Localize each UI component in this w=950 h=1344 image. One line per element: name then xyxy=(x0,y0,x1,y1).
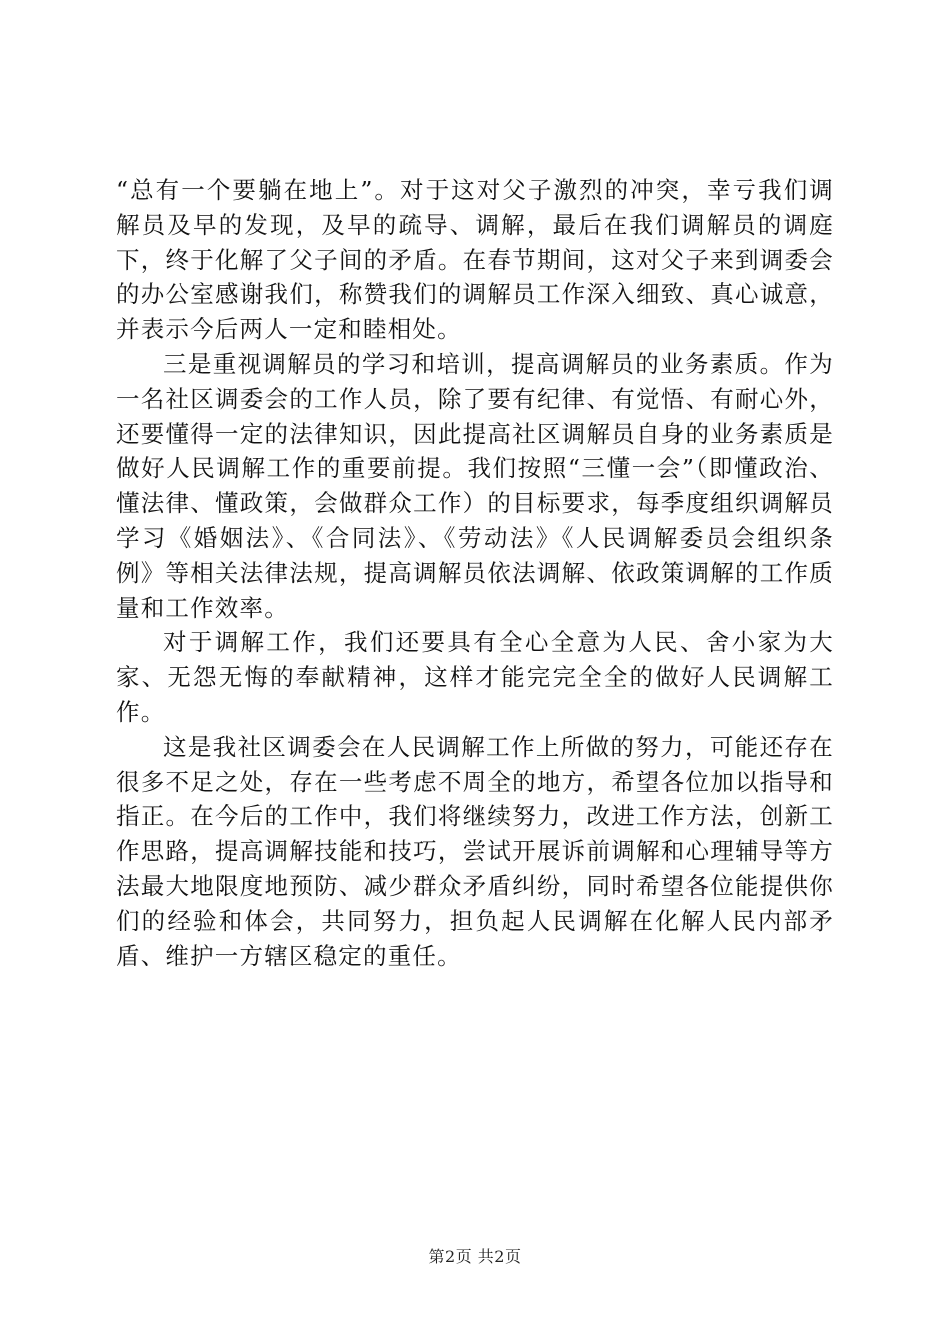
paragraph-training: 三是重视调解员的学习和培训，提高调解员的业务素质。作为一名社区调委会的工作人员，除了要有纪律、有觉悟、有耐心外，还要懂得一定的法律知识，因此提高社区调解员自身的业务素质是做好人民调解工作的重要前提。我们按照“三懂一会”（即懂政治、懂法律、懂政策，会做群众工作）的目标要求，每季度组织调解员学习《婚姻法》、《合同法》、《劳动法》《人民调解委员会组织条例》等相关法律法规，提高调解员依法调解、依政策调解的工作质量和工作效率。 xyxy=(116,349,834,622)
paragraph-continuation: “总有一个要躺在地上”。对于这对父子激烈的冲突，幸亏我们调解员及早的发现，及早的疏导、调解，最后在我们调解员的调庭下，终于化解了父子间的矛盾。在春节期间，这对父子来到调委会的办公室感谢我们，称赞我们的调解员工作深入细致、真心诚意，并表示今后两人一定和睦相处。 xyxy=(116,176,834,344)
page-number-footer: 第2页 共2页 xyxy=(428,1247,522,1266)
paragraph-dedication: 对于调解工作，我们还要具有全心全意为人民、舍小家为大家、无怨无悔的奉献精神，这样才能完完全全的做好人民调解工作。 xyxy=(116,628,834,726)
document-body xyxy=(116,173,834,973)
paragraph-conclusion: 这是我社区调委会在人民调解工作上所做的努力，可能还存在很多不足之处，存在一些考虑不周全的地方，希望各位加以指导和指正。在今后的工作中，我们将继续努力，改进工作方法，创新工作思路，提高调解技能和技巧，尝试开展诉前调解和心理辅导等方法最大地限度地预防、减少群众矛盾纠纷，同时希望各位能提供你们的经验和体会，共同努力，担负起人民调解在化解人民内部矛盾、维护一方辖区稳定的重任。 xyxy=(116,732,834,970)
